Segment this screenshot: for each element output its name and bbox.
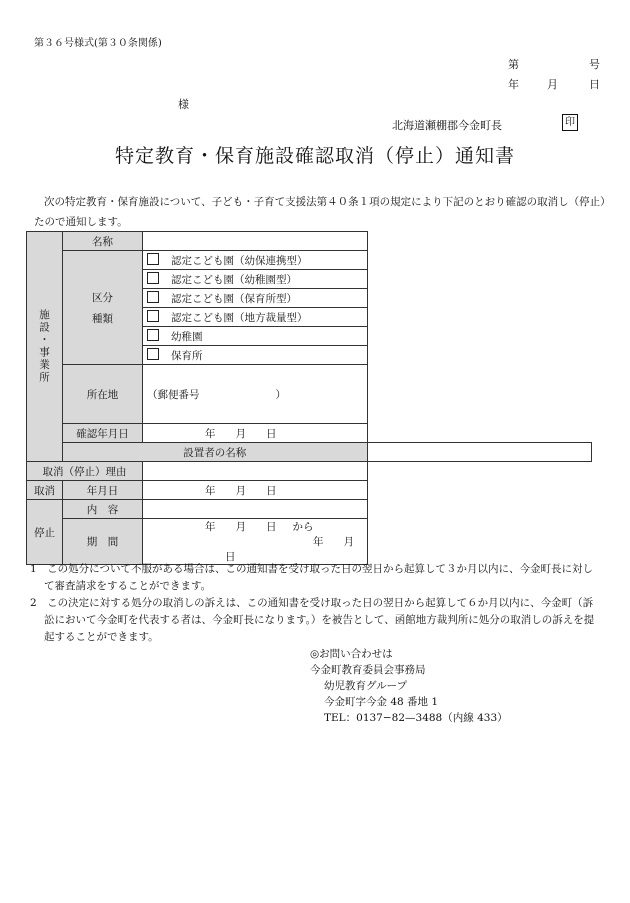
checkbox[interactable]: [147, 253, 159, 265]
year-label: 年: [313, 536, 324, 548]
cancel-date-field[interactable]: [143, 481, 368, 500]
option-row[interactable]: [143, 289, 368, 308]
founder-field[interactable]: [367, 443, 592, 462]
note-item: 1 この処分について不服がある場合は、この通知書を受け取った日の翌日から起算して３か月以内に、今金町長に対して審査請求をすることができます。: [30, 563, 593, 592]
issue-year-label: 年: [508, 78, 519, 91]
period-label: 期 間: [63, 519, 143, 565]
seal-box: 印: [562, 114, 578, 131]
contact-address: 今金町字今金 48 番地 1: [324, 696, 439, 708]
year-label: 年: [205, 521, 216, 533]
contact-heading: ◎お問い合わせは: [310, 648, 393, 660]
checkbox[interactable]: [147, 329, 159, 341]
checkbox[interactable]: [147, 310, 159, 322]
contact-block: [310, 646, 508, 726]
postal-suffix: ）: [275, 388, 286, 401]
notes-section: [30, 561, 602, 646]
cancel-label: 取消: [27, 481, 63, 500]
contact-tel: TEL：0137−82—3488（内線 433）: [324, 712, 508, 724]
checkbox[interactable]: [147, 291, 159, 303]
facility-group-label: 施設・事業所: [27, 232, 63, 462]
name-label: 名称: [63, 232, 143, 251]
option-label: 認定こども園（幼保連携型）: [171, 254, 308, 267]
option-label: 幼稚園: [171, 330, 203, 343]
confirm-date-field[interactable]: [143, 424, 368, 443]
type-label: 種類: [92, 312, 113, 325]
document-number-prefix: 第: [508, 58, 519, 71]
suspend-label: 停止: [27, 500, 63, 565]
confirm-date-label: 確認年月日: [63, 424, 143, 443]
document-title: 特定教育・保育施設確認取消（停止）通知書: [114, 145, 515, 167]
option-row[interactable]: [143, 308, 368, 327]
content-label: 内 容: [63, 500, 143, 519]
form-number: 第３６号様式(第３０条関係): [34, 38, 162, 49]
from-label: から: [292, 521, 314, 533]
postal-prefix: （郵便番号: [147, 388, 200, 401]
day-label: 日: [266, 427, 277, 440]
issuer-name: 北海道瀬棚郡今金町長: [392, 119, 502, 132]
day-label: 日: [266, 521, 277, 533]
option-row[interactable]: [143, 251, 368, 270]
option-row[interactable]: [143, 270, 368, 289]
contact-org: 今金町教育委員会事務局: [310, 664, 426, 676]
content-field[interactable]: [143, 500, 368, 519]
month-label: 月: [235, 484, 246, 497]
reason-field[interactable]: [143, 462, 368, 481]
category-type-label: [63, 251, 143, 365]
issue-month-label: 月: [547, 78, 558, 91]
document-number-suffix: 号: [589, 58, 600, 71]
day-label: 日: [266, 484, 277, 497]
intro-paragraph: 次の特定教育・保育施設について、子ども・子育て支援法第４０条１項の規定により下記のとおり確認の取消し（停止）たので通知します。: [34, 196, 606, 228]
contact-group: 幼児教育グループ: [324, 680, 408, 692]
year-label: 年: [205, 484, 216, 497]
period-field[interactable]: [143, 519, 368, 565]
day-label: 日: [225, 551, 236, 563]
option-row[interactable]: [143, 346, 368, 365]
option-label: 認定こども園（幼稚園型）: [171, 273, 297, 286]
issue-day-label: 日: [589, 78, 600, 91]
option-label: 認定こども園（地方裁量型）: [171, 311, 308, 324]
name-field[interactable]: [143, 232, 368, 251]
address-label: 所在地: [63, 365, 143, 424]
year-label: 年: [205, 427, 216, 440]
address-field[interactable]: [143, 365, 368, 424]
month-label: 月: [235, 427, 246, 440]
cancel-date-label: 年月日: [63, 481, 143, 500]
reason-label: 取消（停止）理由: [27, 462, 143, 481]
founder-label: 設置者の名称: [63, 443, 368, 462]
category-label: 区分: [92, 291, 113, 304]
checkbox[interactable]: [147, 272, 159, 284]
option-label: 認定こども園（保育所型）: [171, 292, 297, 305]
notice-form-table: [26, 231, 592, 565]
option-label: 保育所: [171, 349, 203, 362]
note-item: 2 この決定に対する処分の取消しの訴えは、この通知書を受け取った日の翌日から起算して６か月以内に、今金町（訴訟において今金町を代表する者は、今金町長になります。）を被告として、函館地方裁判所に処分の取消しの訴えを提起することができます。: [30, 597, 595, 643]
checkbox[interactable]: [147, 348, 159, 360]
option-row[interactable]: [143, 327, 368, 346]
addressee-suffix: 様: [178, 98, 189, 111]
month-label: 月: [343, 536, 354, 548]
month-label: 月: [235, 521, 246, 533]
